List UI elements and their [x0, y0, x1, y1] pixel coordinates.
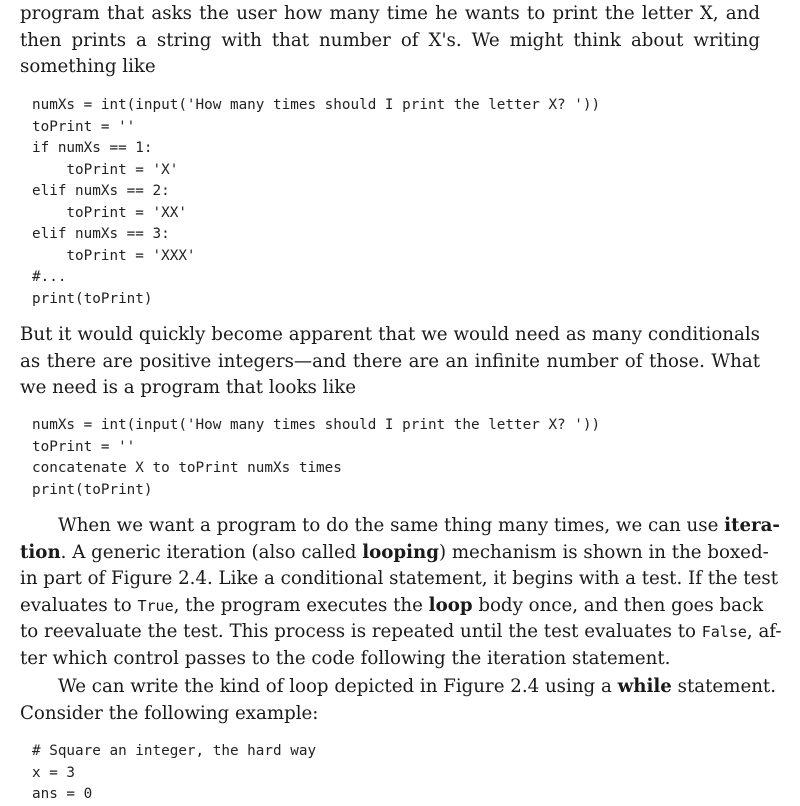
term-looping: looping [362, 541, 439, 563]
while-line-1: We can write the kind of loop depicted in Figure 2.4 using a while statement. [58, 676, 777, 697]
term-iteration-b: tion [20, 541, 61, 563]
inline-code-false: False [701, 623, 747, 641]
code-block-conditionals: numXs = int(input('How many times should I print the letter X? ')) toPrint = '' if numXs == 1: toPrint = 'X' elif numXs == 2: toPrint = 'XX' elif numXs == 3: toPrint = 'XXX' #... print(toPrint) [32, 97, 601, 307]
middle-line-1: But it would quickly become apparent that we would need as many conditionals [20, 324, 760, 345]
iteration-line-4: evaluates to True, the program executes the loop body once, and then goes back [20, 594, 764, 616]
term-while: while [617, 676, 672, 697]
iteration-paragraph [20, 513, 782, 672]
iteration-line-3: in part of Figure 2.4. Like a conditional statement, it begins with a test. If the test [20, 568, 779, 589]
middle-paragraph [20, 322, 760, 402]
intro-line-1: program that asks the user how many time he wants to print the letter X, and [20, 3, 760, 24]
middle-line-2: as there are positive integers—and there are an infinite number of those. What [20, 350, 760, 372]
iteration-line-6: ter which control passes to the code following the iteration statement. [20, 647, 671, 669]
iteration-line-5: to reevaluate the test. This process is repeated until the test evaluates to False, af- [20, 621, 782, 642]
term-iteration-a: itera- [724, 515, 780, 536]
code-block-square: # Square an integer, the hard way x = 3 ans = 0 [32, 743, 317, 802]
intro-line-3: something like [20, 56, 156, 77]
inline-code-true: True [137, 596, 174, 615]
middle-line-3: we need is a program that looks like [20, 377, 357, 398]
iteration-line-1: When we want a program to do the same thing many times, we can use itera- [58, 515, 780, 536]
while-line-2: Consider the following example: [20, 702, 319, 724]
intro-paragraph [20, 1, 760, 81]
while-paragraph [20, 674, 777, 727]
iteration-line-2: tion. A generic iteration (also called looping) mechanism is shown in the boxed- [20, 541, 769, 563]
code-block-pseudo: numXs = int(input('How many times should I print the letter X? ')) toPrint = '' concatenate X to toPrint numXs times print(toPrint) [32, 417, 601, 498]
intro-line-2: then prints a string with that number of X's. We might think about writing [20, 29, 760, 51]
term-loop: loop [428, 594, 473, 616]
